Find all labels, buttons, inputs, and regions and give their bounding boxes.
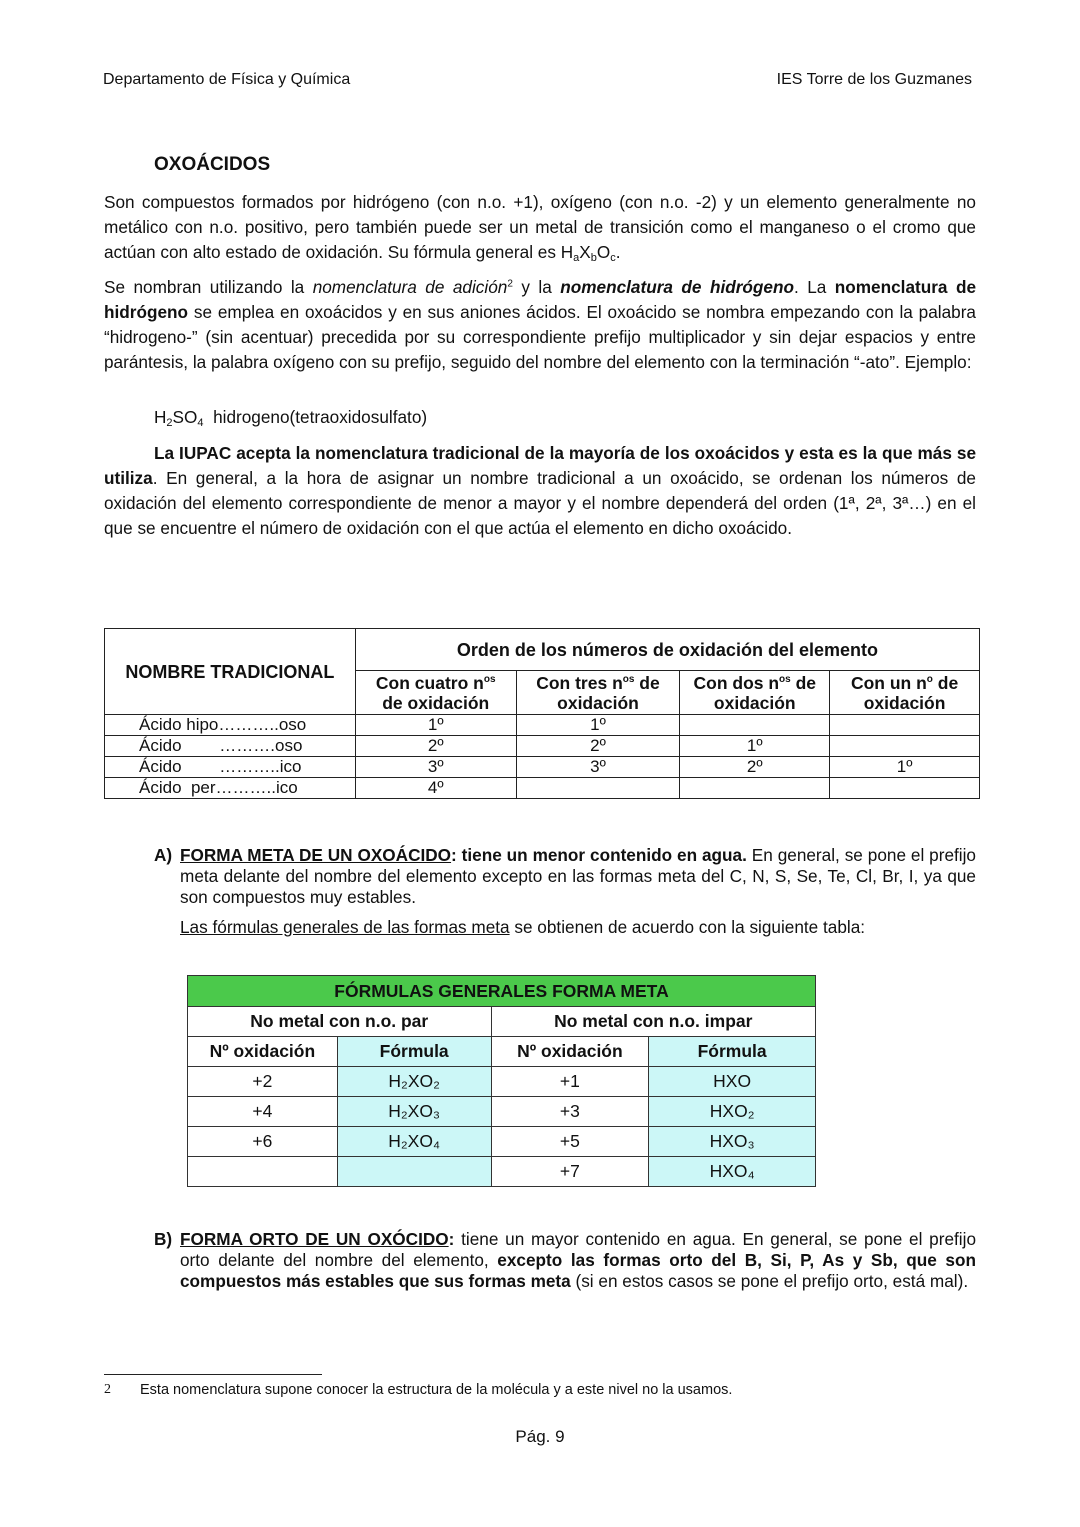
table-row	[188, 1067, 816, 1097]
orto-title: FORMA ORTO DE UN OXÓCIDO	[180, 1229, 449, 1249]
formula-sub-a: a	[573, 252, 580, 264]
p3-rest: . En general, a la hora de asignar un nombre tradicional a un oxoácido, se ordenan los números de oxidación del elemento correspondiente de menor a mayor y el nombre dependerá del orden (1ª, 2ª, 3ª…) en el que se encuentre el número de oxidación con el que actúa el elemento en dicho oxoácido.	[104, 468, 976, 538]
cell: HXO	[649, 1067, 816, 1097]
ex-h: H	[154, 407, 167, 427]
cell	[680, 715, 830, 736]
footnote-text: Esta nomenclatura supone conocer la estructura de la molécula y a este nivel no la usamos.	[140, 1382, 733, 1398]
meta-title: FORMA META DE UN OXOÁCIDO	[180, 845, 452, 865]
orto-t3: (si en estos casos se pone el prefijo orto, está mal).	[570, 1271, 969, 1291]
row-name: Ácido hipo………..oso	[105, 715, 356, 736]
table-row	[105, 778, 980, 799]
table-row	[105, 715, 980, 736]
section-title: OXOÁCIDOS	[154, 154, 271, 175]
intro-paragraph-3	[104, 441, 976, 541]
table-row	[105, 757, 980, 778]
p2-text-3: y la	[512, 277, 561, 297]
cell: H₂XO₂	[337, 1067, 491, 1097]
formula-x: X	[579, 242, 591, 262]
ex-name: hidrogeno(tetraoxidosulfato)	[213, 407, 428, 427]
col-header-uno: Con un $n^o$ de oxidación	[830, 671, 980, 715]
cell: 2º	[355, 736, 516, 757]
meta-formulas-table	[187, 975, 816, 1187]
row-name: Ácido ………..ico	[105, 757, 356, 778]
cell: 1º	[830, 757, 980, 778]
cell	[830, 778, 980, 799]
p2-italic-adicion: nomenclatura de adición	[312, 277, 508, 297]
orto-text	[180, 1229, 976, 1292]
table-row	[188, 1097, 816, 1127]
orto-t1: tiene un mayor contenido en agua. En general, se pone el prefijo orto delante del nombre del elemento,	[180, 1229, 976, 1270]
cell	[188, 1157, 338, 1187]
cell: 3º	[355, 757, 516, 778]
meta-body: En general, se pone el prefijo meta delante del nombre del elemento excepto en las formas meta del C, N, S, Se, Te, Cl, Br, I, ya que son compuestos muy estables.	[180, 845, 976, 907]
cell	[337, 1157, 491, 1187]
footnote-divider	[104, 1374, 322, 1375]
ex-so: SO	[172, 407, 198, 427]
col-ox-odd: Nº oxidación	[491, 1037, 649, 1067]
odd-header: No metal con n.o. impar	[491, 1007, 815, 1037]
p2-bold-hidrogeno: nomenclatura de hidrógeno	[560, 277, 794, 297]
cell: 2º	[516, 736, 680, 757]
cell: +7	[491, 1157, 649, 1187]
cell: +5	[491, 1127, 649, 1157]
cell	[830, 736, 980, 757]
table-row	[188, 1127, 816, 1157]
header-department: Departamento de Física y Química	[103, 71, 351, 88]
cell	[516, 778, 680, 799]
orto-label: B)	[154, 1229, 173, 1249]
intro-p1-text: Son compuestos formados por hidrógeno (con n.o. +1), oxígeno (con n.o. -2) y un elemento generalmente no metálico con n.o. positivo, pero también puede ser un metal de transición como el manganeso o el cromo que actúan con alto estado de oxidación. Su fórmula general es H	[104, 192, 976, 262]
cell: 3º	[516, 757, 680, 778]
meta-line2-underlined: Las fórmulas generales de las formas meta	[180, 917, 510, 937]
cell: 4º	[355, 778, 516, 799]
col-formula-odd: Fórmula	[649, 1037, 816, 1067]
formula-o: O	[596, 242, 611, 262]
cell: H₂XO₃	[337, 1097, 491, 1127]
cell	[830, 715, 980, 736]
intro-paragraph-1	[104, 190, 976, 265]
meta-line2-rest: se obtienen de acuerdo con la siguiente tabla:	[509, 917, 866, 937]
cell: H₂XO₄	[337, 1127, 491, 1157]
orto-t2: excepto las formas orto del B, Si, P, As y Sb, que son compuestos más estables que sus formas meta	[180, 1250, 976, 1291]
name-header: NOMBRE TRADICIONAL	[105, 629, 356, 715]
col-ox-even: Nº oxidación	[188, 1037, 338, 1067]
row-name: Ácido ……….oso	[105, 736, 356, 757]
page-number: Pág. 9	[515, 1427, 565, 1446]
cell: +2	[188, 1067, 338, 1097]
meta-section	[154, 845, 976, 915]
cell: 1º	[680, 736, 830, 757]
orto-colon: :	[448, 1229, 455, 1249]
cell: +6	[188, 1127, 338, 1157]
cell: +3	[491, 1097, 649, 1127]
col-formula-even: Fórmula	[337, 1037, 491, 1067]
cell: HXO₃	[649, 1127, 816, 1157]
intro-paragraph-2	[104, 275, 976, 375]
cell: 1º	[516, 715, 680, 736]
cell: HXO₂	[649, 1097, 816, 1127]
meta-text	[180, 845, 976, 908]
meta-title-rest: : tiene un menor contenido en agua.	[451, 845, 747, 865]
meta-label: A)	[154, 845, 173, 865]
ex-sub-4: 4	[197, 417, 204, 429]
meta-table-title: FÓRMULAS GENERALES FORMA META	[188, 976, 816, 1007]
col-header-tres: Con tres $n^{os}$ de oxidación	[516, 671, 680, 715]
table-row	[188, 1157, 816, 1187]
ex-sub-2: 2	[166, 417, 173, 429]
p2-text-1: Se nombran utilizando la	[104, 277, 313, 297]
group-header: Orden de los números de oxidación del elemento	[355, 629, 979, 671]
header-school: IES Torre de los Guzmanes	[776, 71, 972, 88]
formula-sub-c: c	[610, 252, 616, 264]
meta-line2	[180, 917, 865, 938]
col-header-cuatro: Con cuatro $n^{os}$ de oxidación	[355, 671, 516, 715]
footnote-number: 2	[104, 1382, 111, 1397]
example-line	[154, 407, 427, 428]
col-header-dos: Con dos $n^{os}$ de oxidación	[680, 671, 830, 715]
cell: HXO₄	[649, 1157, 816, 1187]
table-row	[105, 736, 980, 757]
formula-sub-b: b	[590, 252, 597, 264]
p2-bold-hidrogeno-2: nomenclatura de hidrógeno	[104, 277, 976, 322]
cell: +4	[188, 1097, 338, 1127]
cell: +1	[491, 1067, 649, 1097]
even-header: No metal con n.o. par	[188, 1007, 492, 1037]
row-name: Ácido per………..ico	[105, 778, 356, 799]
orto-section	[154, 1229, 976, 1319]
cell: 1º	[355, 715, 516, 736]
p2-text-5: . La	[793, 277, 835, 297]
oxidation-order-table	[104, 628, 980, 799]
p3-bold: La IUPAC acepta la nomenclatura tradicional de la mayoría de los oxoácidos y esta es la que más se utiliza	[104, 443, 976, 488]
cell: 2º	[680, 757, 830, 778]
footnote-ref: 2	[507, 278, 513, 290]
cell	[680, 778, 830, 799]
formula-end: .	[615, 242, 621, 262]
p2-text-7: se emplea en oxoácidos y en sus aniones ácidos. El oxoácido se nombra empezando con la palabra “hidrogeno-” (sin acentuar) precedida por su correspondiente prefijo multiplicador y sin dejar espacios y entre parántesis, la palabra oxígeno con su prefijo, seguido del nombre del elemento con la terminación “-ato”. Ejemplo:	[104, 302, 976, 372]
